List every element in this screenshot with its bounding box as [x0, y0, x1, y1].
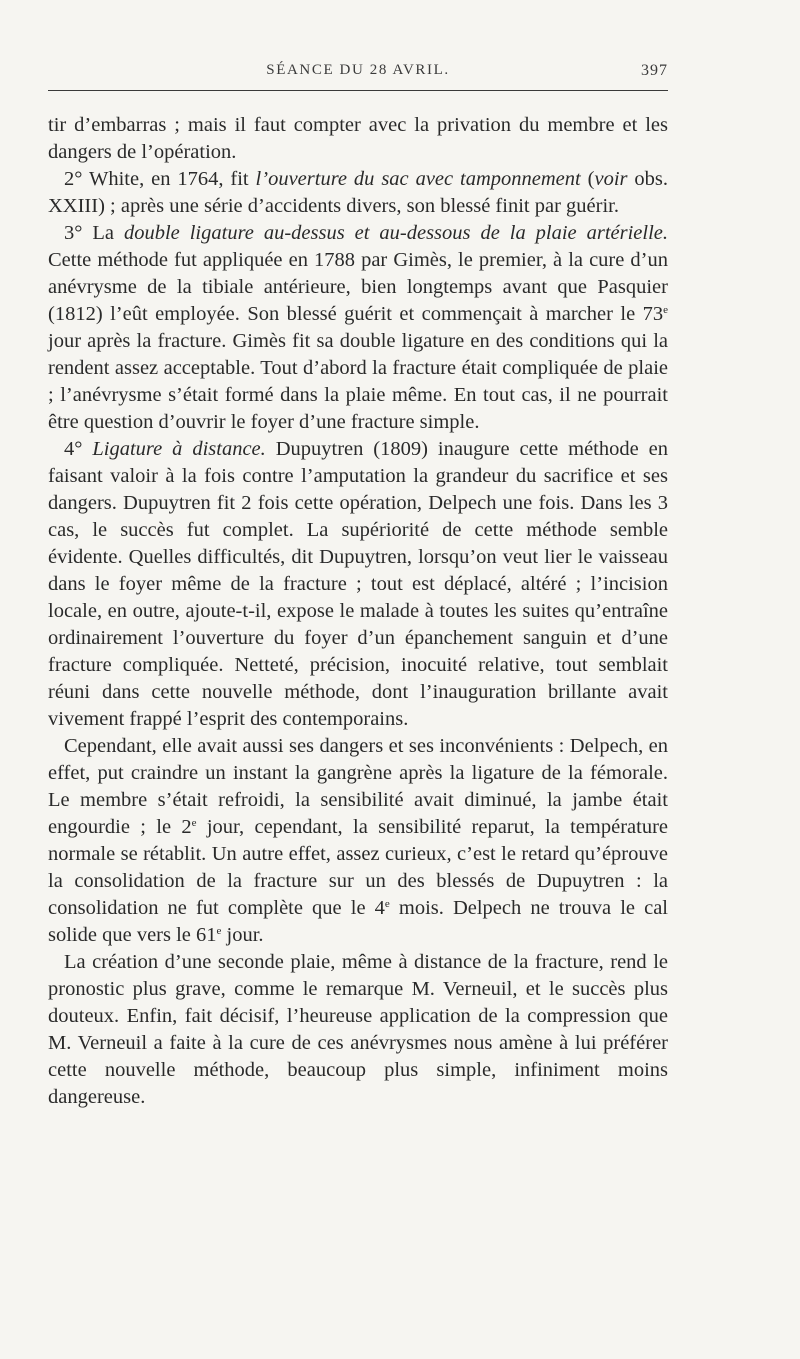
superscript-run: e — [384, 898, 390, 910]
page-number: 397 — [641, 62, 668, 79]
superscript-run: e — [191, 817, 197, 829]
text-run: obs. XXIII) ; après une série d’accidents divers, son blessé finit par guérir. — [48, 168, 669, 217]
text-run: jour après la fracture. Gimès fit sa double ligature en des conditions qui la rendent assez acceptable. Tout d’abord la fracture était compliquée de plaie ; l’anévrysme s’était formé dans la plaie même. En tout cas, il ne pourrait être question d’ouvrir le foyer d’une fracture simple. — [48, 330, 668, 433]
body-text — [48, 112, 668, 1111]
text-run: jour. — [221, 924, 264, 946]
text-run: tir d’embarras ; mais il faut compter avec la privation du membre et les dangers de l’opération. — [48, 114, 668, 163]
text-run: 2° White, en 1764, fit — [64, 168, 256, 190]
text-run: 3° La — [64, 222, 124, 244]
italic-run: Ligature à distance. — [92, 438, 266, 460]
superscript-run: e — [663, 304, 668, 316]
paragraph-white-1764 — [48, 166, 668, 220]
paragraph-double-ligature — [48, 220, 668, 436]
italic-run: l’ouverture du sac avec tamponnement — [255, 168, 581, 190]
paragraph-conclusion — [48, 949, 668, 1111]
italic-run: voir — [594, 168, 628, 190]
text-run: Dupuytren (1809) inaugure cette méthode en faisant valoir à la fois contre l’amputation la grandeur du sacrifice et ses dangers. Dupuytren fit 2 fois cette opération, Delpech une fois. Dans les 3 cas, le succès fut complet. La supériorité de cette méthode semble évidente. Quelles difficultés, dit Dupuytren, lorsqu’on veut lier le vaisseau dans le foyer même de la fracture ; tout est déplacé, altéré ; l’incision locale, en outre, ajoute-t-il, expose le malade à toutes les suites qu’entraîne ordinairement l’ouverture du foyer d’un épanchement sanguin et d’une fracture compliquée. Netteté, précision, inocuité relative, tout semblait réuni dans cette nouvelle méthode, dont l’inauguration brillante avait vivement frappé l’esprit des contemporains. — [48, 438, 668, 730]
paragraph-ligature-a-distance — [48, 436, 668, 733]
text-run: ( — [580, 168, 595, 190]
running-head: SÉANCE DU 28 AVRIL. — [266, 62, 450, 78]
text-run: Cependant, elle avait aussi ses dangers et ses inconvénients : Delpech, en effet, put craindre un instant la gangrène après la ligature de la fémorale. Le membre s’était refroidi, la sensibilité avait diminué, la jambe était engourdie ; le 2 — [48, 735, 668, 838]
text-run: 4° — [64, 438, 93, 460]
text-run: jour, cependant, la sensibilité reparut, la température normale se rétablit. Un autre effet, assez curieux, c’est le retard qu’éprouve la consolidation de la fracture sur un des blessés de Dupuytren : la consolidation ne fut complète que le 4 — [48, 816, 668, 919]
paragraph-continuation — [48, 112, 668, 166]
superscript-run: e — [216, 925, 222, 937]
text-run: Cette méthode fut appliquée en 1788 par Gimès, le premier, à la cure d’un anévrysme de la tibiale antérieure, bien longtemps avant que Pasquier (1812) l’eût employée. Son blessé guérit et commençait à marcher le 73 — [48, 249, 668, 325]
text-run: La création d’une seconde plaie, même à distance de la fracture, rend le pronostic plus grave, comme le remarque M. Verneuil, et le succès plus douteux. Enfin, fait décisif, l’heureuse application de la compression que M. Verneuil a faite à la cure de ces anévrysmes nous amène à lui préférer cette nouvelle méthode, beaucoup plus simple, infiniment moins dangereuse. — [48, 951, 668, 1108]
paragraph-dangers — [48, 733, 668, 949]
text-run: mois. Delpech ne trouva le cal solide que vers le 61 — [48, 897, 669, 946]
italic-run: double ligature au-dessus et au-dessous de la plaie artérielle. — [123, 222, 668, 244]
page-header — [48, 58, 668, 91]
